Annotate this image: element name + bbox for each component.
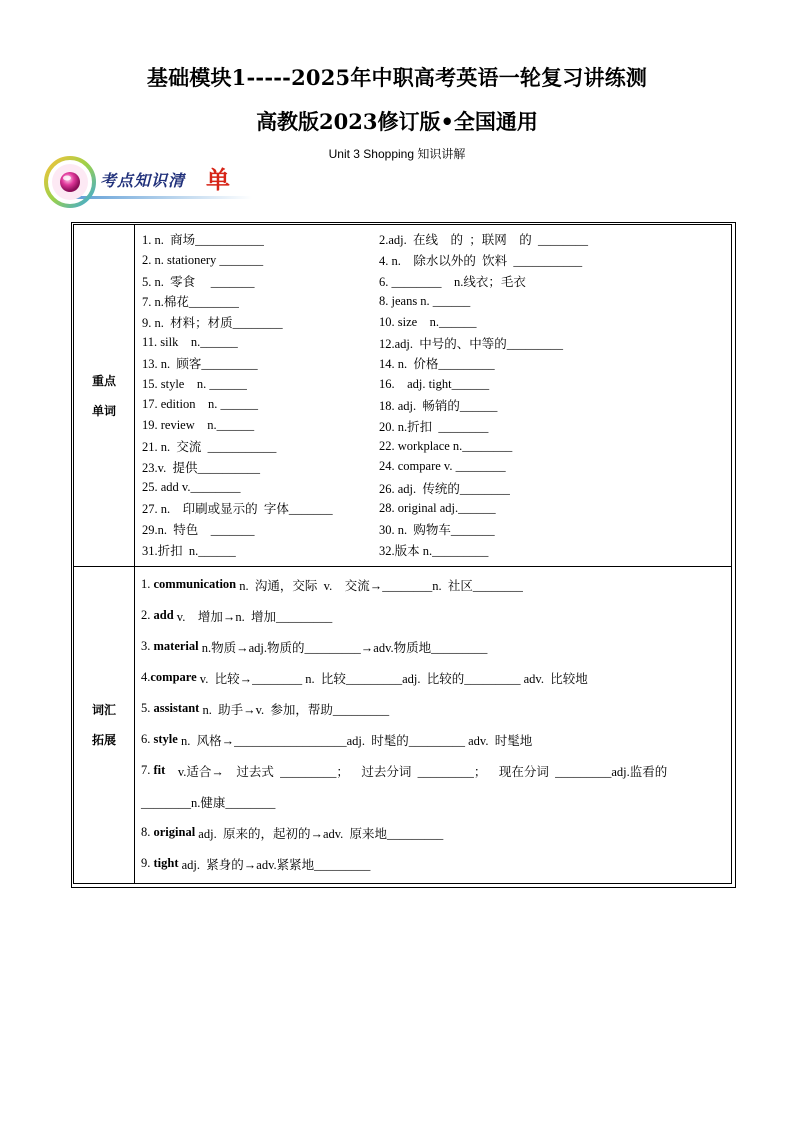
item-detail: v. 增加→n. 增加_________ [173,609,333,624]
item-detail: n. 沟通，交际 v. 交流→________n. 社区________ [236,578,523,593]
vocab-item-right: 4. n. 除水以外的 饮料 ___________ [379,254,583,269]
label-line: 词汇 [91,703,116,717]
vocab-item-left: 2. n. stationery _______ [142,252,264,267]
headword: compare [150,670,197,684]
vocab-item-left: 23.v. 提供__________ [142,460,260,475]
vocab-item-left: 9. n. 材料；材质________ [142,316,283,331]
vocab-item-right: 18. adj. 畅销的______ [379,398,498,413]
knowledge-table [73,224,732,884]
vocab-item-left: 29.n. 特色 _______ [142,522,255,537]
document-subtitle: Unit 3 Shopping 知识讲解 [328,147,466,161]
item-number: 4. [141,670,151,684]
item-number: 2. [141,608,154,622]
item-number: 6. [141,732,154,746]
key-words-list [135,225,732,567]
vocab-item-right: 10. size n.______ [379,314,477,329]
headword: original [153,825,196,839]
vocab-item-right: 2.adj. 在线 的 ；联网 的 ________ [379,233,589,248]
vocabulary-extension-list [135,567,732,884]
item-number: 3. [141,639,154,653]
vocab-row [141,395,731,416]
vocab-item-left: 1. n. 商场___________ [142,233,264,248]
extension-item [141,817,725,848]
headword: add [153,608,174,622]
label-line: 重点 [91,373,116,388]
vocabulary-extension-label [74,567,135,884]
headword: material [153,639,199,653]
vocab-row [141,374,731,395]
vocab-row [141,291,731,312]
extension-item [141,786,725,817]
vocab-item-right: 30. n. 购物车_______ [379,522,495,537]
vocab-item-left: 31.折扣 n.______ [142,543,236,558]
vocab-item-right: 8. jeans n. ______ [379,293,471,308]
vocab-row [141,250,731,271]
vocab-row [141,457,731,478]
vocab-item-left: 21. n. 交流 ___________ [142,440,277,455]
vocab-item-left: 25. add v.________ [142,480,241,495]
vocab-row [141,312,731,333]
key-words-row [74,225,732,567]
item-detail: v. 比较→________ n. 比较_________adj. 比较的_________ adv. 比较地 [196,671,588,686]
vocab-item-right: 32.版本 n._________ [379,543,489,558]
item-detail: adj. 原来的，起初的→adv. 原来地_________ [195,826,444,841]
vocab-row [141,270,731,291]
vocab-row [141,353,731,374]
vocab-item-left: 27. n. 印刷或显示的 字体_______ [142,502,333,517]
item-number: 5. [141,701,154,715]
vocab-row [141,498,731,519]
label-line: 拓展 [91,733,116,747]
vocab-item-left: 13. n. 顾客_________ [142,357,258,372]
label-line: 单词 [91,403,116,418]
item-number: 9. [141,856,154,870]
headword: style [153,732,178,746]
headword: communication [153,577,237,591]
vocab-row [141,415,731,436]
vocab-item-right: 16. adj. tight______ [379,376,490,391]
extension-item [141,569,725,600]
item-detail: v.适合→ 过去式 _________； 过去分词 _________； 现在分词 _________adj.监看的 [165,764,668,779]
item-detail: n.物质→adj.物质的_________→adv.物质地_________ [198,640,488,655]
vocab-row [141,332,731,353]
item-detail: n. 助手→v. 参加，帮助_________ [199,702,390,717]
vocab-row [141,519,731,540]
headword: tight [153,856,179,870]
banner-label: 考点知识清 [100,171,186,190]
vocab-row [141,229,731,250]
document-title-line2: 高教版2023修订版•全国通用 [256,109,538,134]
extension-item [141,755,725,786]
extension-item [141,662,725,693]
vocab-item-left: 17. edition n. ______ [142,397,258,412]
vocab-item-right: 20. n.折扣 ________ [379,419,489,434]
vocab-item-right: 24. compare v. ________ [379,459,506,474]
item-number: 7. [141,763,154,777]
vocab-item-left: 5. n. 零食 _______ [142,274,255,289]
item-number: 1. [141,577,154,591]
vocab-item-left: 11. silk n.______ [142,335,238,350]
headword: fit [153,763,166,777]
vocab-row [141,436,731,457]
key-words-label [74,225,135,567]
vocab-item-left: 15. style n. ______ [142,376,247,391]
item-detail: ________n.健康________ [141,795,276,810]
vocabulary-extension-row [74,567,732,884]
vocab-item-right: 26. adj. 传统的________ [379,481,510,496]
item-detail: n. 风格→__________________adj. 时髦的_________ adv. 时髦地 [177,733,533,748]
vocab-item-left: 19. review n.______ [142,418,255,433]
headword: assistant [153,701,200,715]
vocab-row [141,477,731,498]
item-number: 8. [141,825,154,839]
vocab-item-right: 22. workplace n.________ [379,438,513,453]
vocab-item-right: 14. n. 价格_________ [379,357,495,372]
extension-item [141,600,725,631]
extension-item [141,848,725,879]
vocab-item-left: 7. n.棉花________ [142,295,239,310]
vocab-row [141,539,731,560]
extension-item [141,631,725,662]
extension-item [141,693,725,724]
vocab-item-right: 28. original adj.______ [379,500,496,515]
vocab-item-right: 6. ________ n.线衣；毛衣 [379,274,526,289]
vocab-item-right: 12.adj. 中号的、中等的_________ [379,336,564,351]
item-detail: adj. 紧身的→adv.紧紧地_________ [178,857,371,872]
banner-label-big-char: 单 [206,166,230,194]
extension-item [141,724,725,755]
document-title-line1: 基础模块1-----2025年中职高考英语一轮复习讲练测 [146,65,648,90]
